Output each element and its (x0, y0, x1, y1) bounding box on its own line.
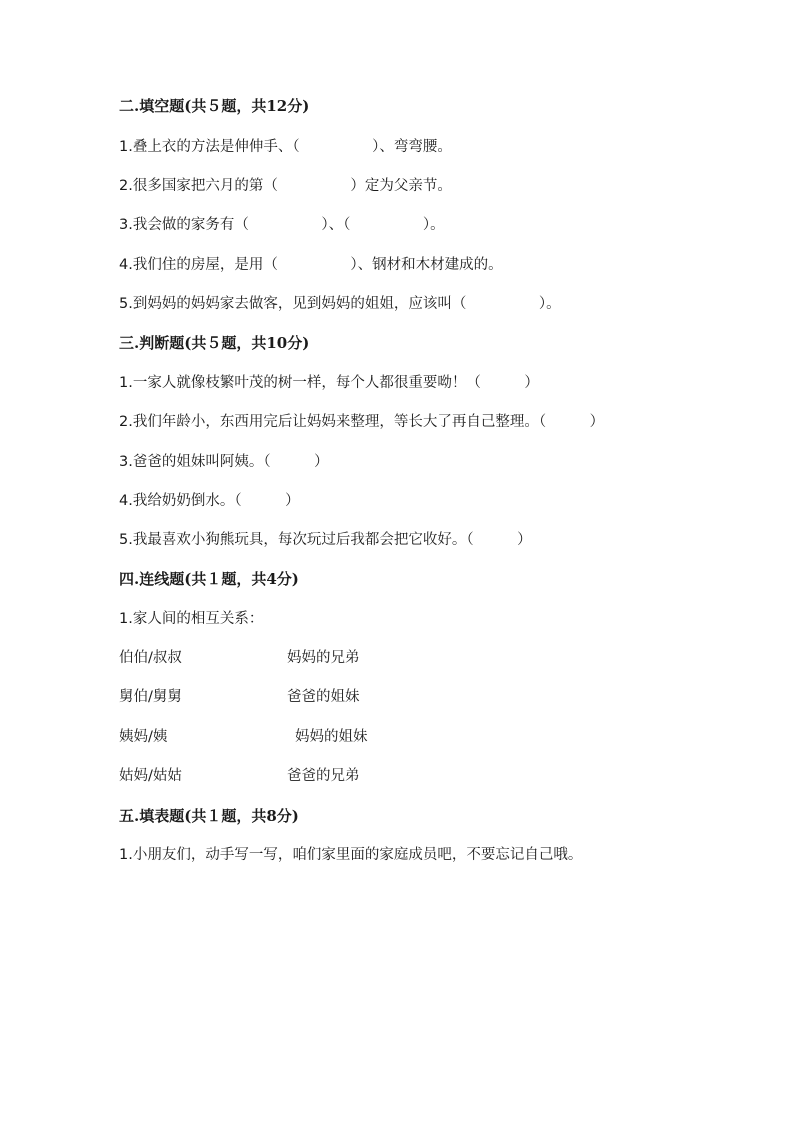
match-question: 1.家人间的相互关系： (119, 611, 264, 627)
match-right-item: 妈妈的兄弟 (287, 650, 360, 666)
fill-question-3: 3.我会做的家务有（ ）、（ ）。 (119, 217, 445, 233)
judge-question-1: 1.一家人就像枝繁叶茂的树一样，每个人都很重要呦！（ ） (119, 375, 539, 391)
section-3-heading: 三.判断题(共５题，共10分) (119, 334, 310, 352)
judge-question-3: 3.爸爸的姐妹叫阿姨。（ ） (119, 454, 329, 470)
match-right-item: 妈妈的姐妹 (295, 729, 368, 745)
table-question: 1.小朋友们，动手写一写，咱们家里面的家庭成员吧，不要忘记自己哦。 (119, 847, 583, 863)
fill-question-4: 4.我们住的房屋，是用（ ）、钢材和木材建成的。 (119, 257, 503, 273)
judge-question-4: 4.我给奶奶倒水。（ ） (119, 493, 300, 509)
match-left-item: 伯伯/叔叔 (119, 650, 182, 666)
match-right-item: 爸爸的兄弟 (287, 768, 360, 784)
section-2-heading: 二.填空题(共５题，共12分) (119, 97, 310, 115)
judge-question-2: 2.我们年龄小，东西用完后让妈妈来整理，等长大了再自己整理。（ ） (119, 414, 605, 430)
match-left-item: 姑妈/姑姑 (119, 768, 182, 784)
fill-question-1: 1.叠上衣的方法是伸伸手、（ ）、弯弯腰。 (119, 139, 452, 155)
section-5-heading: 五.填表题(共１题，共8分) (119, 807, 299, 825)
match-right-item: 爸爸的姐妹 (287, 689, 360, 705)
section-4-heading: 四.连线题(共１题，共4分) (119, 570, 299, 588)
judge-question-5: 5.我最喜欢小狗熊玩具，每次玩过后我都会把它收好。（ ） (119, 532, 532, 548)
fill-question-2: 2.很多国家把六月的第（ ）定为父亲节。 (119, 178, 452, 194)
match-left-item: 姨妈/姨 (119, 729, 168, 745)
fill-question-5: 5.到妈妈的妈妈家去做客，见到妈妈的姐姐，应该叫（ ）。 (119, 296, 561, 312)
match-left-item: 舅伯/舅舅 (119, 689, 182, 705)
